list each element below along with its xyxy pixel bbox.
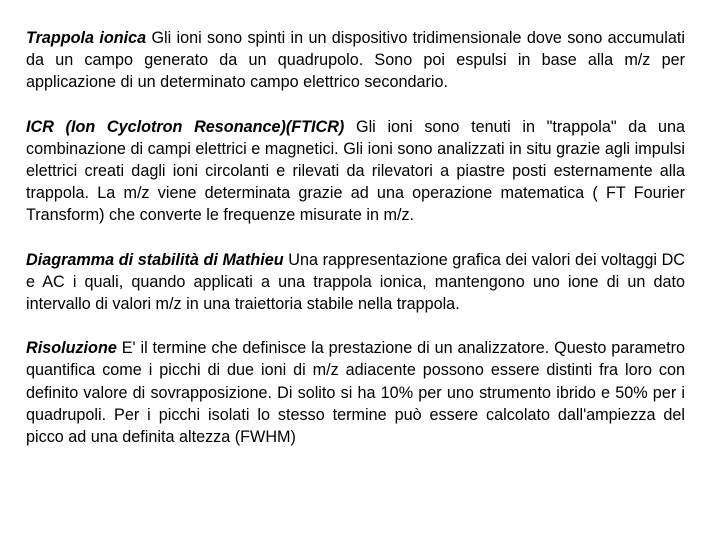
glossary-term: Trappola ionica: [26, 29, 147, 47]
glossary-definition: Una rappresentazione grafica dei valori dei voltaggi DC e AC i quali, quando applicati a una trappola ionica, mantengono uno ione di un dato intervallo di valori m/z in una traiettoria stabile nella trappola.: [26, 250, 685, 314]
glossary-entry-risoluzione: [26, 337, 685, 448]
glossary-term: ICR (Ion Cyclotron Resonance)(FTICR): [26, 117, 345, 136]
glossary-term: Risoluzione: [26, 339, 117, 358]
glossary-entry-trappola-ionica: [26, 27, 685, 94]
glossary-entry-icr: [26, 116, 685, 227]
glossary-term: Diagramma di stabilità di Mathieu: [26, 250, 284, 269]
glossary-definition: Gli ioni sono tenuti in "trappola" da una combinazione di campi elettrici e magnetici. Gli ioni sono analizzati in situ grazie agli impulsi elettrici creati dagli ioni circolanti e rilevati da rilevatori a piastre posti esternamente alla trappola. La m/z viene determinata grazie ad una operazione matematica ( FT Fourier Transform) che converte le frequenze misurate in m/z.: [26, 117, 685, 225]
glossary-definition: Gli ioni sono spinti in un dispositivo tridimensionale dove sono accumulati da un campo generato da un quadrupolo. Sono poi espulsi in base alla m/z per applicazione di un determinato campo elettrico secondario.: [26, 29, 685, 92]
glossary-entry-mathieu: [26, 249, 685, 316]
glossary-definition: E' il termine che definisce la prestazione di un analizzatore. Questo parametro quantifica come i picchi di due ioni di m/z adiacente possono essere distinti fra loro con definito valore di sovrapposizione. Di solito si ha 10% per uno strumento ibrido e 50% per i quadrupoli. Per i picchi isolati lo stesso termine può essere calcolato dall'ampiezza del picco ad una definita altezza (FWHM): [26, 339, 685, 447]
glossary-document: [26, 27, 685, 470]
